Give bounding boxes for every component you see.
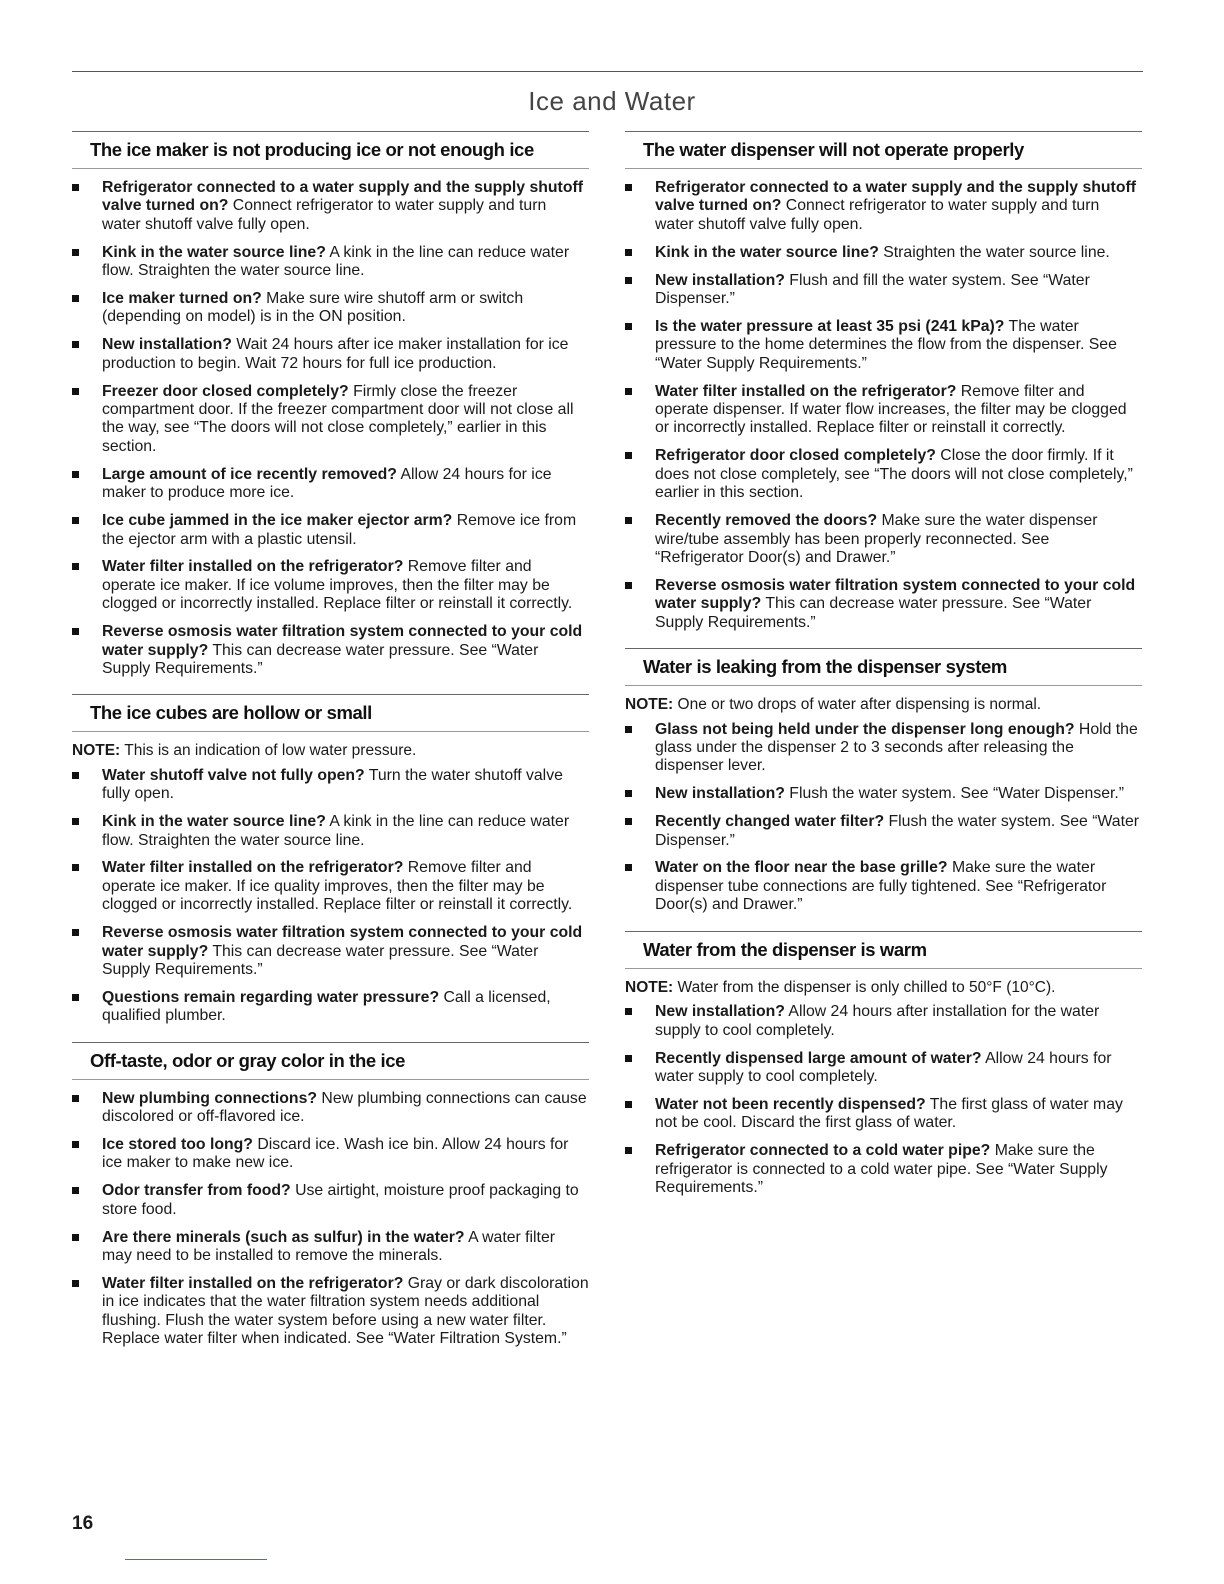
square-bullet-icon xyxy=(625,790,632,797)
troubleshooting-section xyxy=(625,648,1142,915)
troubleshooting-section xyxy=(72,694,589,1025)
solution-text: Remove ice from the ejector arm with a plastic utensil. xyxy=(102,512,577,548)
list-item xyxy=(72,1229,589,1266)
list-item xyxy=(72,558,589,613)
solution-text: Wait 24 hours after ice maker installation for ice production to begin. Wait 72 hours for full ice production. xyxy=(102,336,569,372)
problem-question: Recently removed the doors? xyxy=(655,512,878,530)
square-bullet-icon xyxy=(72,818,79,825)
problem-question: Recently dispensed large amount of water? xyxy=(655,1049,982,1067)
problem-question: Reverse osmosis water filtration system connected to your cold water supply? xyxy=(655,576,1136,613)
square-bullet-icon xyxy=(625,1055,632,1062)
problem-question: Odor transfer from food? xyxy=(102,1182,291,1200)
solution-text: Make sure wire shutoff arm or switch (depending on model) is in the ON position. xyxy=(102,290,524,326)
note-text: This is an indication of low water pressure. xyxy=(120,742,417,760)
list-item xyxy=(72,466,589,503)
troubleshooting-section xyxy=(625,131,1142,632)
problem-question: Water shutoff valve not fully open? xyxy=(102,766,365,784)
troubleshooting-list xyxy=(625,179,1142,632)
troubleshooting-section xyxy=(72,131,589,678)
note-label: NOTE: xyxy=(72,742,121,760)
square-bullet-icon xyxy=(625,726,632,733)
square-bullet-icon xyxy=(72,184,79,191)
troubleshooting-list xyxy=(625,721,1142,915)
solution-text: Flush and fill the water system. See “Water Dispenser.” xyxy=(655,271,1090,308)
section-note xyxy=(72,742,589,761)
problem-question: Water filter installed on the refrigerator? xyxy=(102,558,404,576)
solution-text: Allow 24 hours for ice maker to produce more ice. xyxy=(102,465,552,502)
section-note xyxy=(625,979,1142,998)
list-item xyxy=(625,1050,1142,1087)
square-bullet-icon xyxy=(72,1280,79,1287)
list-item xyxy=(625,272,1142,309)
problem-question: Questions remain regarding water pressure? xyxy=(102,988,440,1006)
solution-text: Make sure the refrigerator is connected to a cold water pipe. See “Water Supply Requirements.” xyxy=(655,1142,1108,1196)
square-bullet-icon xyxy=(625,1008,632,1015)
solution-text: Remove filter and operate dispenser. If water flow increases, the filter may be clogged or incorrectly installed. Replace filter or reinstall it correctly. xyxy=(655,382,1127,437)
problem-question: Water not been recently dispensed? xyxy=(655,1095,926,1113)
list-item xyxy=(625,179,1142,234)
solution-text: Gray or dark discoloration in ice indicates that the water filtration system needs additional flushing. Flush the water system before using a new water filter. Replace water filter when indicated. See “Water Filtration System.” xyxy=(102,1274,589,1348)
problem-question: Water filter installed on the refrigerator? xyxy=(655,382,957,400)
solution-text: Hold the glass under the dispenser 2 to 3 seconds after releasing the dispenser lever. xyxy=(655,720,1138,775)
solution-text: A water filter may need to be installed to remove the minerals. xyxy=(102,1228,555,1265)
solution-text: This can decrease water pressure. See “Water Supply Requirements.” xyxy=(102,641,539,677)
problem-question: New installation? xyxy=(655,785,785,803)
solution-text: Make sure the water dispenser tube connections are fully tightened. See “Refrigerator Door(s) and Drawer.” xyxy=(655,859,1107,914)
list-item xyxy=(625,859,1142,914)
square-bullet-icon xyxy=(625,864,632,871)
square-bullet-icon xyxy=(72,628,79,635)
solution-text: Allow 24 hours after installation for the water supply to cool completely. xyxy=(655,1003,1100,1039)
note-label: NOTE: xyxy=(625,978,674,996)
solution-text: This can decrease water pressure. See “Water Supply Requirements.” xyxy=(102,942,539,978)
problem-question: Glass not being held under the dispenser long enough? xyxy=(655,720,1075,738)
square-bullet-icon xyxy=(625,1147,632,1154)
list-item xyxy=(72,179,589,234)
square-bullet-icon xyxy=(625,1101,632,1108)
list-item xyxy=(72,1182,589,1219)
problem-question: Freezer door closed completely? xyxy=(102,382,349,400)
list-item xyxy=(625,1142,1142,1197)
list-item xyxy=(72,1090,589,1127)
problem-question: New installation? xyxy=(102,336,232,354)
list-item xyxy=(72,383,589,457)
square-bullet-icon xyxy=(625,582,632,589)
right-column xyxy=(625,131,1142,1213)
section-heading: The water dispenser will not operate properly xyxy=(625,131,1142,169)
list-item xyxy=(625,244,1142,262)
list-item xyxy=(625,577,1142,632)
page-title: Ice and Water xyxy=(528,86,696,116)
square-bullet-icon xyxy=(72,563,79,570)
list-item xyxy=(72,244,589,281)
square-bullet-icon xyxy=(72,1141,79,1148)
list-item xyxy=(625,512,1142,567)
problem-question: Reverse osmosis water filtration system connected to your cold water supply? xyxy=(102,924,583,960)
solution-text: Connect refrigerator to water supply and turn water shutoff valve fully open. xyxy=(102,197,547,233)
list-item xyxy=(625,318,1142,373)
problem-question: Refrigerator connected to a cold water pipe? xyxy=(655,1142,991,1160)
list-item xyxy=(72,924,589,979)
footer-link-underline xyxy=(125,1559,267,1560)
problem-question: Kink in the water source line? xyxy=(102,243,326,261)
solution-text: Turn the water shutoff valve fully open. xyxy=(102,766,563,803)
square-bullet-icon xyxy=(625,249,632,256)
list-item xyxy=(625,383,1142,438)
problem-question: Water filter installed on the refrigerator? xyxy=(102,1274,404,1292)
section-heading: Water is leaking from the dispenser system xyxy=(625,648,1142,686)
square-bullet-icon xyxy=(625,184,632,191)
square-bullet-icon xyxy=(72,341,79,348)
problem-question: Large amount of ice recently removed? xyxy=(102,465,397,483)
list-item xyxy=(72,1136,589,1173)
list-item xyxy=(625,721,1142,776)
square-bullet-icon xyxy=(72,929,79,936)
troubleshooting-list xyxy=(72,179,589,678)
solution-text: Remove filter and operate ice maker. If ice volume improves, then the filter may be clogged or incorrectly installed. Replace filter or reinstall it correctly. xyxy=(102,558,573,613)
solution-text: A kink in the line can reduce water flow. Straighten the water source line. xyxy=(102,813,570,849)
note-label: NOTE: xyxy=(625,696,674,714)
solution-text: Use airtight, moisture proof packaging to store food. xyxy=(102,1182,579,1218)
solution-text: Call a licensed, qualified plumber. xyxy=(102,988,551,1025)
list-item xyxy=(625,1096,1142,1133)
list-item xyxy=(625,785,1142,803)
square-bullet-icon xyxy=(72,994,79,1001)
solution-text: Remove filter and operate ice maker. If ice quality improves, then the filter may be clogged or incorrectly installed. Replace filter or reinstall it correctly. xyxy=(102,859,573,914)
list-item xyxy=(625,813,1142,850)
solution-text: A kink in the line can reduce water flow. Straighten the water source line. xyxy=(102,243,570,280)
square-bullet-icon xyxy=(72,1095,79,1102)
problem-question: Are there minerals (such as sulfur) in the water? xyxy=(102,1228,465,1246)
list-item xyxy=(72,623,589,678)
problem-question: Kink in the water source line? xyxy=(102,813,326,831)
solution-text: Discard ice. Wash ice bin. Allow 24 hours for ice maker to make new ice. xyxy=(102,1136,569,1172)
square-bullet-icon xyxy=(72,1187,79,1194)
problem-question: Ice maker turned on? xyxy=(102,290,262,308)
problem-question: Ice cube jammed in the ice maker ejector arm? xyxy=(102,512,453,530)
problem-question: New installation? xyxy=(655,1003,785,1021)
problem-question: Refrigerator connected to a water supply and the supply shutoff valve turned on? xyxy=(655,179,1136,215)
problem-question: Is the water pressure at least 35 psi (241 kPa)? xyxy=(655,317,1005,335)
note-text: One or two drops of water after dispensing is normal. xyxy=(673,696,1042,714)
problem-question: Refrigerator connected to a water supply and the supply shutoff valve turned on? xyxy=(102,179,583,215)
list-item xyxy=(72,989,589,1026)
list-item xyxy=(72,1275,589,1349)
page-number: 16 xyxy=(72,1513,94,1534)
note-text: Water from the dispenser is only chilled to 50°F (10°C). xyxy=(673,978,1056,996)
square-bullet-icon xyxy=(72,295,79,302)
list-item xyxy=(72,859,589,914)
square-bullet-icon xyxy=(72,864,79,871)
left-column xyxy=(72,131,589,1365)
problem-question: Refrigerator door closed completely? xyxy=(655,447,936,465)
solution-text: Close the door firmly. If it does not close completely, see “The doors will not close completely,” earlier in this section. xyxy=(655,447,1133,502)
list-item xyxy=(72,767,589,804)
solution-text: Straighten the water source line. xyxy=(878,243,1110,261)
solution-text: Flush the water system. See “Water Dispenser.” xyxy=(655,813,1140,849)
section-heading: The ice cubes are hollow or small xyxy=(72,694,589,732)
section-note xyxy=(625,696,1142,715)
square-bullet-icon xyxy=(72,772,79,779)
solution-text: This can decrease water pressure. See “Water Supply Requirements.” xyxy=(655,595,1092,631)
problem-question: Water on the floor near the base grille? xyxy=(655,859,948,877)
square-bullet-icon xyxy=(625,818,632,825)
square-bullet-icon xyxy=(625,277,632,284)
solution-text: The water pressure to the home determines the flow from the dispenser. See “Water Supply Requirements.” xyxy=(655,317,1117,372)
list-item xyxy=(72,290,589,327)
problem-question: Ice stored too long? xyxy=(102,1136,253,1154)
section-heading: Water from the dispenser is warm xyxy=(625,931,1142,969)
section-heading: The ice maker is not producing ice or not enough ice xyxy=(72,131,589,169)
solution-text: Make sure the water dispenser wire/tube assembly has been properly reconnected. See “Refrigerator Door(s) and Drawer.” xyxy=(655,512,1098,566)
problem-question: New installation? xyxy=(655,271,785,289)
troubleshooting-section xyxy=(625,931,1142,1198)
square-bullet-icon xyxy=(625,388,632,395)
troubleshooting-list xyxy=(625,1003,1142,1197)
square-bullet-icon xyxy=(72,471,79,478)
section-heading: Off-taste, odor or gray color in the ice xyxy=(72,1042,589,1080)
solution-text: Firmly close the freezer compartment door. If the freezer compartment door will not close all the way, see “The doors will not close completely,” earlier in this section. xyxy=(102,382,574,455)
square-bullet-icon xyxy=(625,517,632,524)
solution-text: Flush the water system. See “Water Dispenser.” xyxy=(784,785,1125,803)
problem-question: Water filter installed on the refrigerator? xyxy=(102,859,404,877)
square-bullet-icon xyxy=(72,517,79,524)
title-rule xyxy=(72,71,1143,72)
square-bullet-icon xyxy=(625,452,632,459)
solution-text: New plumbing connections can cause discolored or off-flavored ice. xyxy=(102,1089,587,1126)
list-item xyxy=(625,447,1142,502)
solution-text: The first glass of water may not be cool. Discard the first glass of water. xyxy=(655,1095,1123,1132)
solution-text: Allow 24 hours for water supply to cool completely. xyxy=(655,1049,1112,1085)
list-item xyxy=(72,336,589,373)
list-item xyxy=(72,813,589,850)
list-item xyxy=(625,1003,1142,1040)
problem-question: Recently changed water filter? xyxy=(655,813,885,831)
troubleshooting-list xyxy=(72,767,589,1026)
troubleshooting-section xyxy=(72,1042,589,1349)
troubleshooting-list xyxy=(72,1090,589,1349)
problem-question: New plumbing connections? xyxy=(102,1089,318,1107)
solution-text: Connect refrigerator to water supply and turn water shutoff valve fully open. xyxy=(655,197,1100,233)
square-bullet-icon xyxy=(625,323,632,330)
problem-question: Kink in the water source line? xyxy=(655,243,879,261)
square-bullet-icon xyxy=(72,249,79,256)
problem-question: Reverse osmosis water filtration system connected to your cold water supply? xyxy=(102,623,583,659)
list-item xyxy=(72,512,589,549)
square-bullet-icon xyxy=(72,388,79,395)
square-bullet-icon xyxy=(72,1234,79,1241)
